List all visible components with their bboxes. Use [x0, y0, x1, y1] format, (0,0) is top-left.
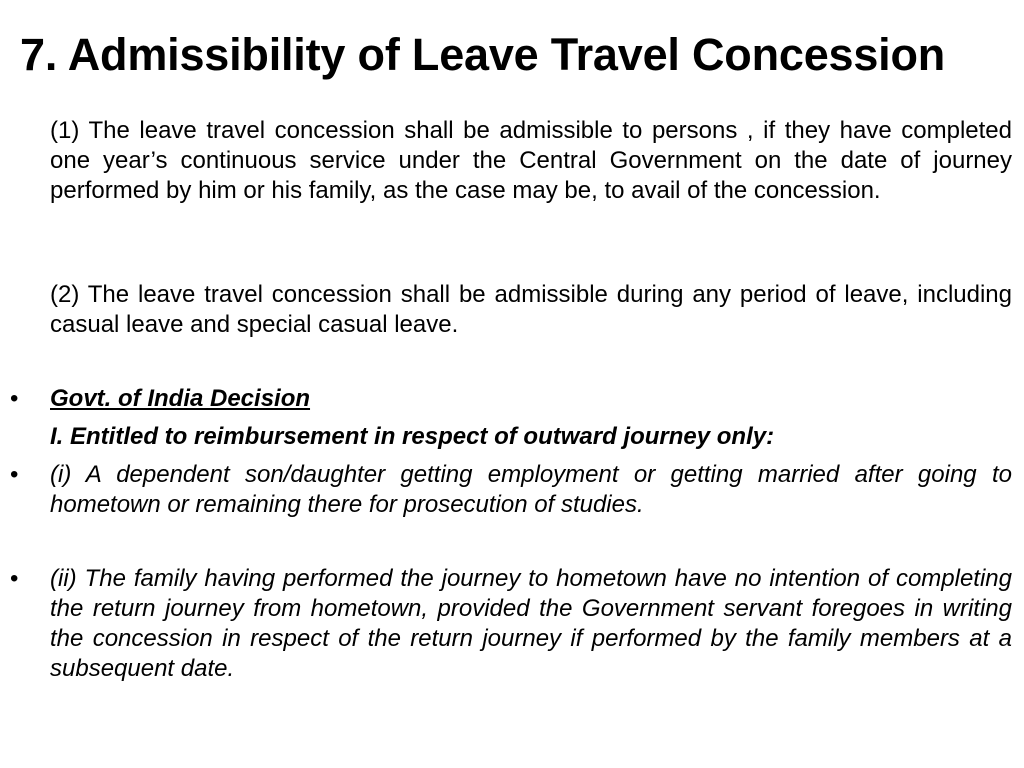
bullet-marker: •	[10, 385, 19, 412]
bullet-marker: •	[10, 565, 19, 592]
decision-item-2: (ii) The family having performed the journey to hometown have no intention of completing the return journey from hometown, provided the Government servant foregoes in writing the concession in respect of the return journey if performed by the family members at a subsequent date.	[50, 565, 1012, 682]
decision-subheading: I. Entitled to reimbursement in respect of outward journey only:	[50, 423, 775, 450]
decision-item-1: (i) A dependent son/daughter getting employment or getting married after going to hometown or remaining there for prosecution of studies.	[50, 461, 1012, 518]
paragraph-2: (2) The leave travel concession shall be admissible during any period of leave, including casual leave and special casual leave.	[50, 281, 1012, 338]
slide-title: 7. Admissibility of Leave Travel Concession	[20, 29, 946, 80]
decision-heading: Govt. of India Decision	[50, 385, 311, 412]
paragraph-1: (1) The leave travel concession shall be admissible to persons , if they have completed one year’s continuous service under the Central Government on the date of journey performed by him or his family, as the case may be, to avail of the concession.	[50, 117, 1012, 204]
bullet-marker: •	[10, 461, 19, 488]
